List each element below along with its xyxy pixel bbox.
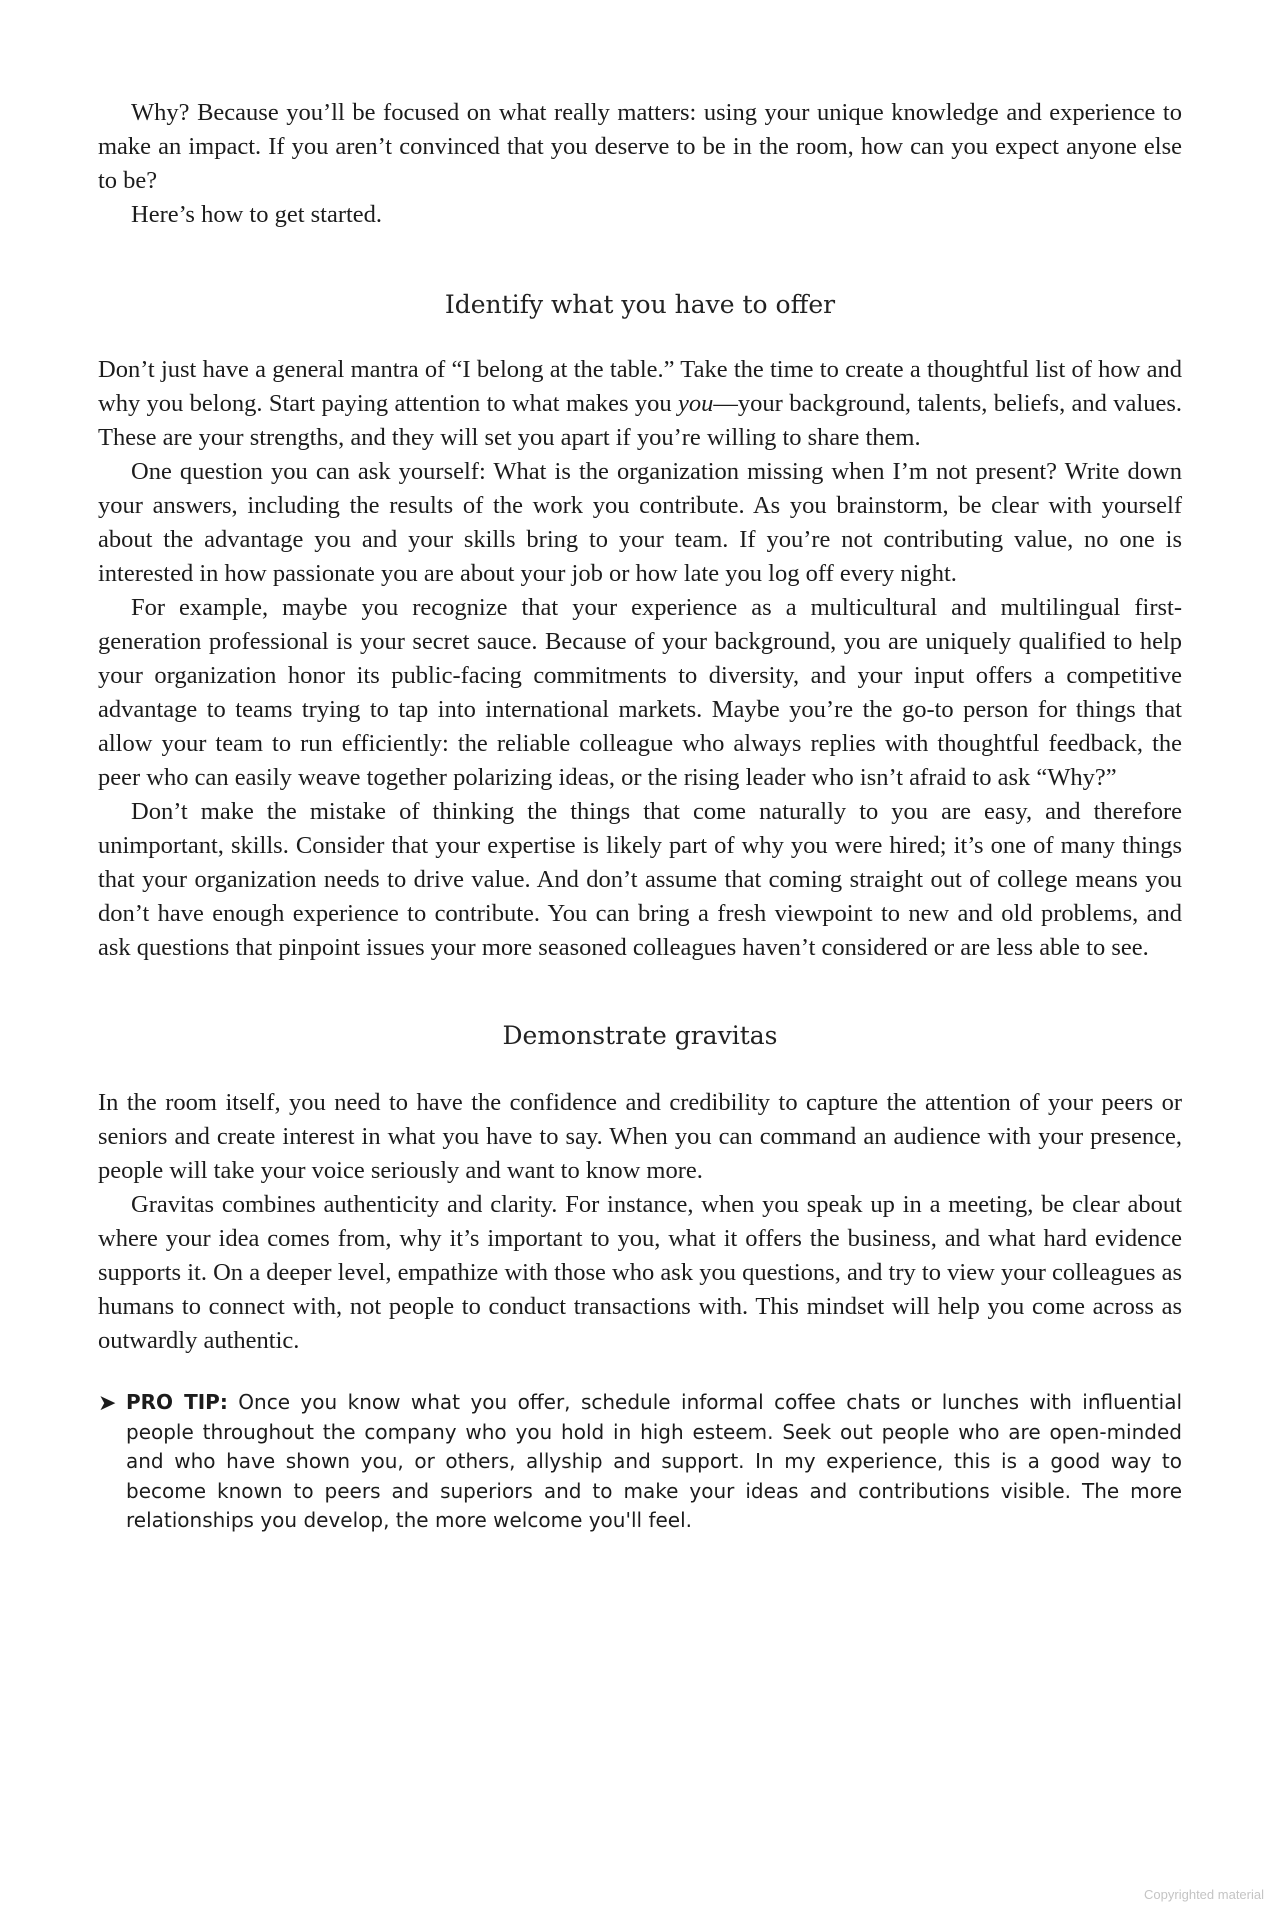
section1-p1-emphasis: you bbox=[678, 390, 714, 417]
section1-p1-after: —your background, talents, beliefs, and values. These are your strengths, and they will set you apart if you’re willing to share them. bbox=[98, 390, 1183, 451]
intro-paragraph-2: Here’s how to get started. bbox=[131, 201, 383, 228]
section2-paragraph-2: Gravitas combines authenticity and clarity. For instance, when you speak up in a meeting, be clear about where your idea comes from, why it’s important to you, what it offers the business, and what hard evidence supports it. On a deeper level, empathize with those who ask you questions, and try to view your colleagues as humans to connect with, not people to conduct transactions with. This mindset will help you come across as outwardly authentic. bbox=[98, 1191, 1182, 1354]
section1-paragraph-2: One question you can ask yourself: What is the organization missing when I’m not present? Write down your answers, including the results of the work you contribute. As you brainstorm, be clear with yourself about the advantage you and your skills bring to your team. If you’re not contributing value, no one is interested in how passionate you are about your job or how late you log off every night. bbox=[98, 458, 1182, 587]
arrow-icon: ➤ bbox=[98, 1391, 117, 1416]
section1-paragraph-1 bbox=[98, 353, 1182, 455]
intro-paragraph-1: Why? Because you’ll be focused on what really matters: using your unique knowledge and experience to make an impact. If you aren’t convinced that you deserve to be in the room, how can you expect anyone else to be? bbox=[98, 99, 1182, 194]
section-heading-identify: Identify what you have to offer bbox=[444, 290, 836, 319]
section-heading-wrapper bbox=[98, 290, 1182, 319]
section1-paragraph-3: For example, maybe you recognize that your experience as a multicultural and multilingual first-generation professional is your secret sauce. Because of your background, you are uniquely qualified to help your organization honor its public-facing commitments to diversity, and your input offers a competitive advantage to teams trying to tap into international markets. Maybe you’re the go-to person for things that allow your team to run efficiently: the reliable colleague who always replies with thoughtful feedback, the peer who can easily weave together polarizing ideas, or the rising leader who isn’t afraid to ask “Why?” bbox=[98, 594, 1182, 791]
pro-tip-text: Once you know what you offer, schedule informal coffee chats or lunches with influential people throughout the company who you hold in high esteem. Seek out people who are open-minded and who have shown you, or others, allyship and support. In my experience, this is a good way to become known to peers and superiors and to make your ideas and contributions visible. The more relationships you develop, the more welcome you'll feel. bbox=[126, 1390, 1183, 1532]
copyright-watermark: Copyrighted material bbox=[1144, 1887, 1264, 1902]
section2-paragraph-1: In the room itself, you need to have the confidence and credibility to capture the attention of your peers or seniors and create interest in what you have to say. When you can command an audience with your presence, people will take your voice seriously and want to know more. bbox=[98, 1089, 1182, 1184]
page-content bbox=[98, 96, 1182, 1536]
section1-paragraph-4: Don’t make the mistake of thinking the things that come naturally to you are easy, and therefore unimportant, skills. Consider that your expertise is likely part of why you were hired; it’s one of many things that your organization needs to drive value. And don’t assume that coming straight out of college means you don’t have enough experience to contribute. You can bring a fresh viewpoint to new and old problems, and ask questions that pinpoint issues your more seasoned colleagues haven’t considered or are less able to see. bbox=[98, 798, 1182, 961]
pro-tip-label: PRO TIP: bbox=[126, 1390, 228, 1414]
section1-p1-before: Don’t just have a general mantra of “I belong at the table.” Take the time to create a thoughtful list of how and why you belong. Start paying attention to what makes you bbox=[98, 356, 1182, 417]
section-heading-gravitas: Demonstrate gravitas bbox=[502, 1021, 778, 1050]
section-heading-wrapper bbox=[98, 1021, 1182, 1050]
pro-tip-callout bbox=[98, 1388, 1182, 1536]
